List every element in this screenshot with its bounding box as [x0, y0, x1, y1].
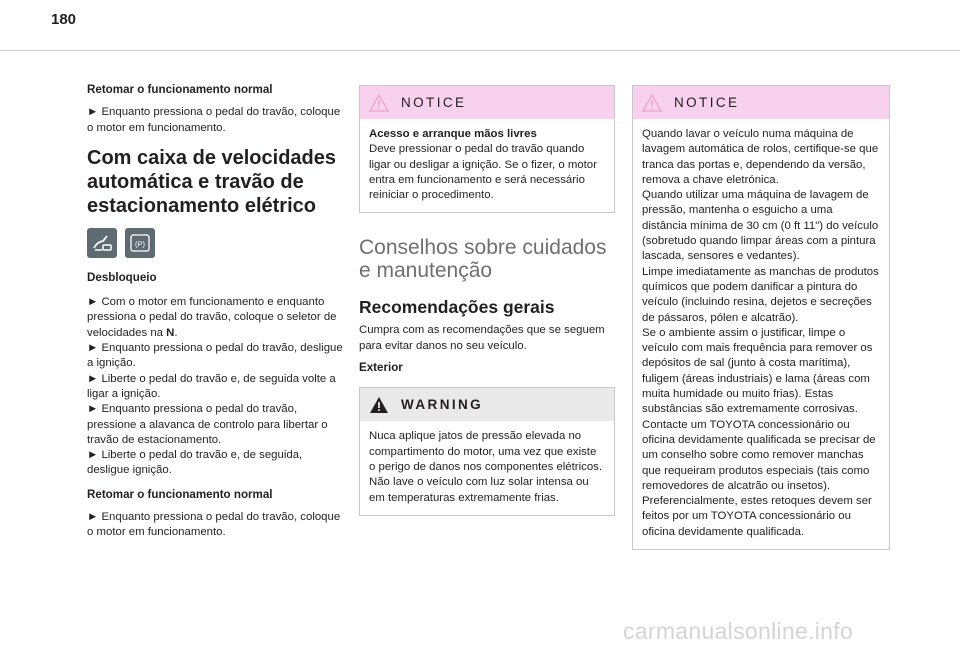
- column-2: [359, 85, 615, 516]
- notice-title: NOTICE: [401, 94, 467, 110]
- notice-title-2: NOTICE: [674, 94, 740, 110]
- unlock-step-1-text: ► Com o motor em funcionamento e enquanto pressiona o pedal do travão, coloque o seletor de velocidades na: [87, 296, 337, 339]
- icon-row: [87, 228, 345, 258]
- foot-brake-icon: [87, 228, 117, 258]
- unlock-step-2: ► Enquanto pressiona o pedal do travão, desligue a ignição.: [87, 342, 343, 370]
- page-number: 180: [51, 11, 77, 28]
- unlock-step-4: ► Enquanto pressiona o pedal do travão, pressione a alavanca de controlo para libertar o travão de estacionamento.: [87, 403, 328, 446]
- unlock-step-5: ► Liberte o pedal do travão e, de seguida, desligue ignição.: [87, 449, 303, 477]
- column-3: [632, 85, 890, 550]
- unlock-heading: Desbloqueio: [87, 270, 157, 284]
- resume-text-bottom: ► Enquanto pressiona o pedal do travão, coloque o motor em funcionamento.: [87, 511, 341, 539]
- notice-box-keyless: [359, 85, 615, 213]
- warning-header: [360, 388, 614, 421]
- parking-brake-p-icon: [125, 228, 155, 258]
- notice-text: Deve pressionar o pedal do travão quando ligar ou desligar a ignição. Se o fizer, o motor entra em funcionamento e será necessário reiniciar o procedimento.: [369, 143, 597, 202]
- parking-icon-label: (P): [135, 239, 145, 249]
- recommendations-intro: Cumpra com as recomendações que se seguem para evitar danos no seu veículo.: [359, 324, 605, 352]
- notice-body: [360, 119, 614, 212]
- notice-subtitle: Acesso e arranque mãos livres: [369, 128, 537, 140]
- exterior-heading: Exterior: [359, 361, 403, 375]
- wash-paragraph-2: Quando utilizar uma máquina de lavagem de pressão, mantenha o esguicho a uma distância mínima de 30 cm (0 ft 11") do veículo (sobretudo quando limpar áreas com a pintura lascada, sensores e vedantes).: [642, 189, 879, 263]
- header-divider: [0, 50, 960, 51]
- general-recommendations-title: Recomendações gerais: [359, 297, 555, 318]
- warning-box: [359, 387, 615, 515]
- warning-text-2: Não lave o veículo com luz solar intensa ou em temperaturas extremamente frias.: [369, 476, 589, 504]
- notice-header: [360, 86, 614, 119]
- wash-paragraph-5: Contacte um TOYOTA concessionário ou oficina devidamente qualificada se precisar de um conselho sobre como remover manchas que requeiram produtos especiais (tais como removedores de alcatrão ou insetos).: [642, 418, 876, 492]
- warning-title: WARNING: [401, 397, 484, 413]
- warning-body: [360, 421, 614, 514]
- wash-paragraph-4: Se o ambiente assim o justificar, limpe o veículo com mais frequência para remover os depósitos de sal (junto à costa marítima), fuligem (áreas industriais) e lama (áreas com muita humidade ou muito frias). Estas substâncias são extremamente corrosivas.: [642, 326, 873, 416]
- resume-heading-bottom: Retomar o funcionamento normal: [87, 487, 273, 501]
- section-title-auto-gearbox: Com caixa de velocidades automática e travão de estacionamento elétrico: [87, 146, 337, 217]
- wash-paragraph-1: Quando lavar o veículo numa máquina de lavagem automática de rolos, certifique-se que tranca das portas e, dependendo da versão, remova a chave eletrónica.: [642, 128, 879, 186]
- unlock-step-3: ► Liberte o pedal do travão e, de seguida volte a ligar a ignição.: [87, 372, 336, 400]
- warning-triangle-icon: [369, 396, 389, 414]
- resume-text-top: ► Enquanto pressiona o pedal do travão, coloque o motor em funcionamento.: [87, 106, 341, 134]
- notice-triangle-icon: [369, 94, 389, 112]
- wash-paragraph-6: Preferencialmente, estes retoques devem ser feitos por um TOYOTA concessionário ou oficina devidamente qualificada.: [642, 495, 872, 538]
- unlock-step-1-gear: N: [166, 326, 175, 339]
- wash-paragraph-3: Limpe imediatamente as manchas de produtos químicos que podem danificar a pintura do veículo (incluindo resina, dejetos e secreções de pássaros, pólen e alcatrão).: [642, 265, 879, 324]
- notice-body-2: [633, 119, 889, 549]
- unlock-step-1: [87, 295, 345, 341]
- notice-header-2: [633, 86, 889, 119]
- resume-heading-top: Retomar o funcionamento normal: [87, 83, 273, 96]
- column-1: [87, 82, 345, 541]
- care-section-title: Conselhos sobre cuidados e manutenção: [359, 236, 607, 283]
- warning-text-1: Nuca aplique jatos de pressão elevada no compartimento do motor, uma vez que existe o perigo de danos nos componentes elétricos.: [369, 430, 603, 473]
- notice-triangle-icon: [642, 94, 662, 112]
- notice-box-washing: [632, 85, 890, 550]
- watermark: carmanualsonline.info: [623, 618, 854, 644]
- unlock-step-1-end: .: [174, 326, 178, 339]
